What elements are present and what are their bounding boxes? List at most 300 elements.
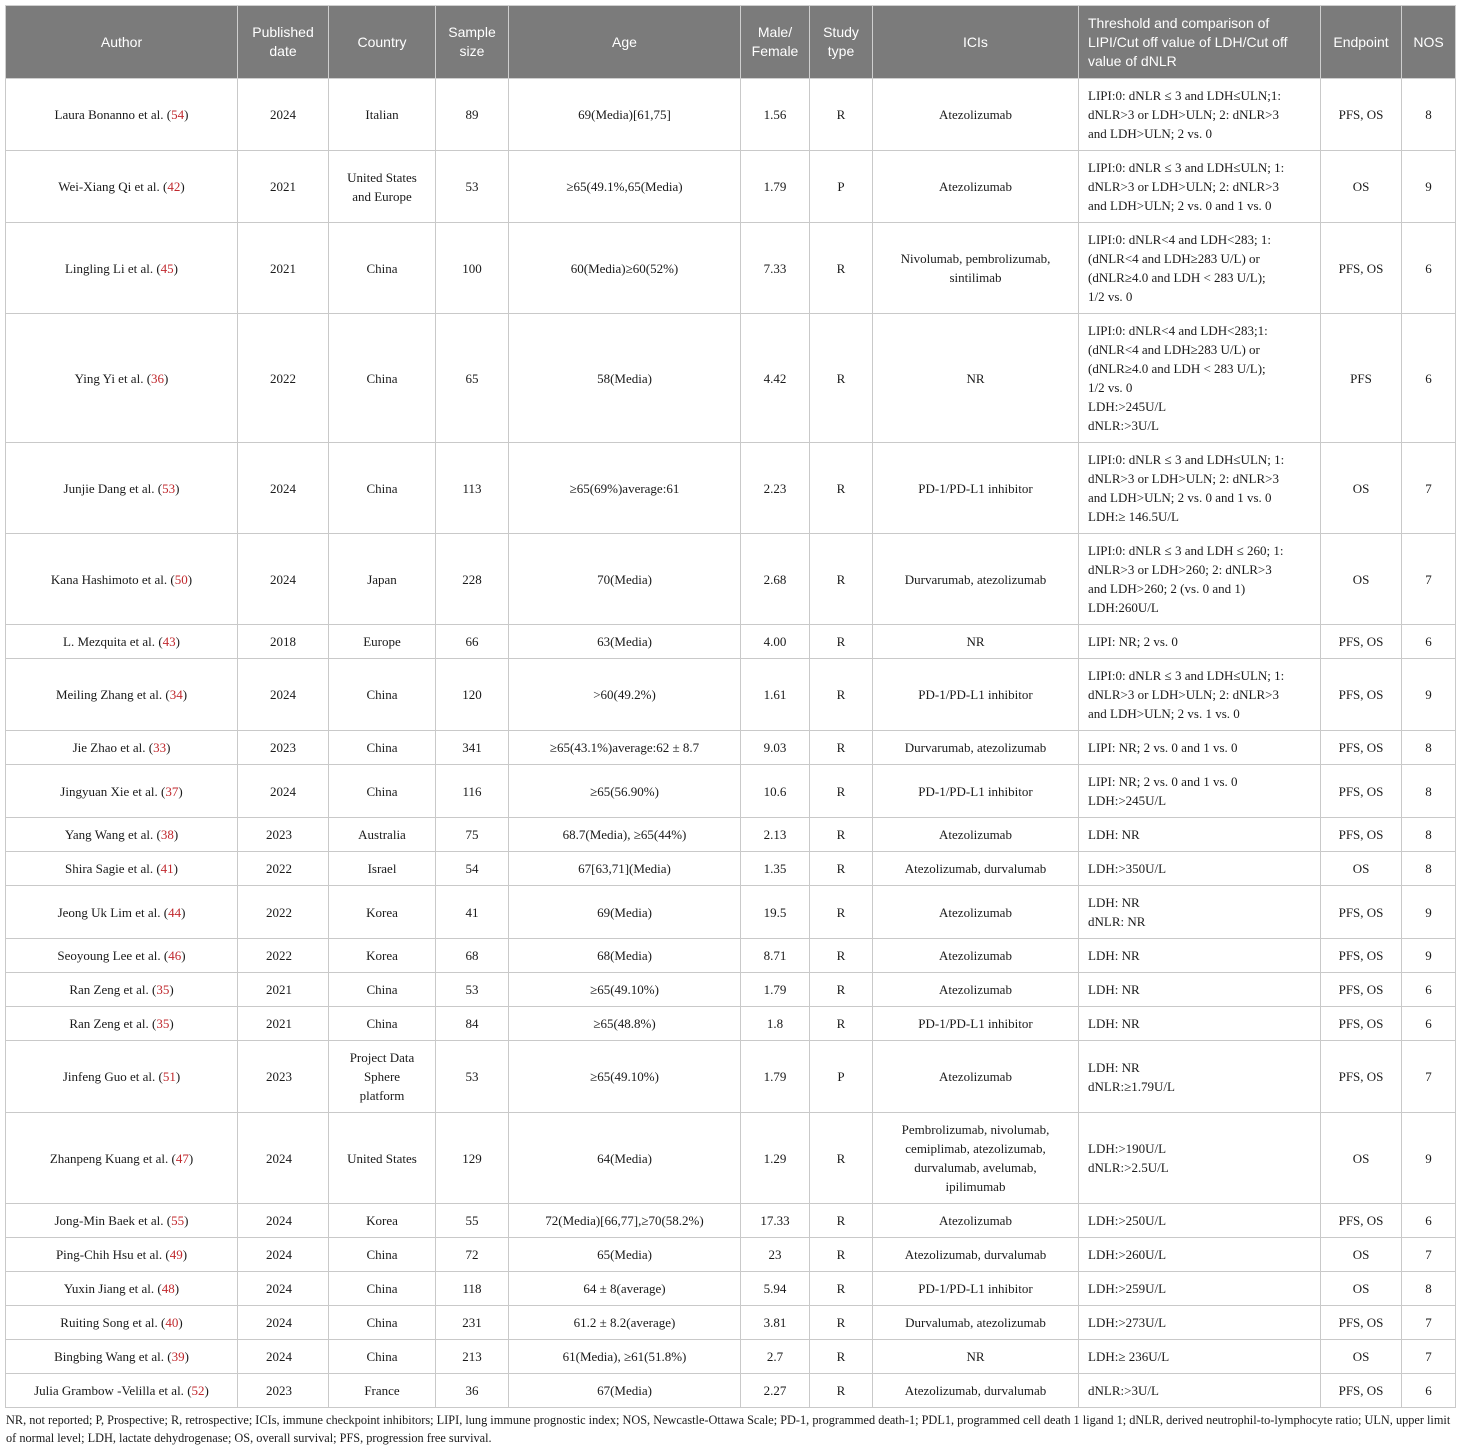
- endpoint-cell: OS: [1321, 1272, 1402, 1306]
- reference-link[interactable]: 42: [167, 179, 181, 194]
- endpoint-cell: PFS, OS: [1321, 1374, 1402, 1408]
- endpoint-cell: PFS, OS: [1321, 1041, 1402, 1113]
- reference-link[interactable]: 50: [174, 571, 188, 587]
- header-study-type: Study type: [810, 6, 873, 79]
- sample-size-cell: 118: [436, 1272, 509, 1306]
- age-cell: 61(Media), ≥61(51.8%): [509, 1340, 741, 1374]
- endpoint-cell: PFS, OS: [1321, 765, 1402, 818]
- published-date-cell: 2021: [238, 151, 329, 223]
- nos-cell: 8: [1402, 852, 1456, 886]
- author-name: Jie Zhao et al.: [72, 740, 146, 755]
- author-cell: Lingling Li et al. (45): [6, 223, 238, 314]
- icis-cell: Durvarumab, atezolizumab: [873, 534, 1079, 625]
- sample-size-cell: 53: [436, 973, 509, 1007]
- male-female-cell: 1.61: [741, 659, 810, 731]
- author-cell: Kana Hashimoto et al. (50): [6, 534, 238, 625]
- endpoint-cell: OS: [1321, 852, 1402, 886]
- published-date-cell: 2024: [238, 1238, 329, 1272]
- reference-link[interactable]: 46: [168, 948, 182, 963]
- male-female-cell: 2.68: [741, 534, 810, 625]
- male-female-cell: 2.7: [741, 1340, 810, 1374]
- header-male-female: Male/ Female: [741, 6, 810, 79]
- published-date-cell: 2024: [238, 659, 329, 731]
- header-published-date: Published date: [238, 6, 329, 79]
- reference-link[interactable]: 55: [171, 1213, 185, 1228]
- author-name: Ruiting Song et al.: [60, 1315, 158, 1330]
- country-cell: United States and Europe: [329, 151, 436, 223]
- study-type-cell: R: [810, 223, 873, 314]
- sample-size-cell: 53: [436, 151, 509, 223]
- author-cell: Bingbing Wang et al. (39): [6, 1340, 238, 1374]
- nos-cell: 9: [1402, 939, 1456, 973]
- icis-cell: Atezolizumab, durvalumab: [873, 1238, 1079, 1272]
- nos-cell: 7: [1402, 1306, 1456, 1340]
- reference-link[interactable]: 47: [175, 1150, 189, 1166]
- country-cell: Japan: [329, 534, 436, 625]
- sample-size-cell: 84: [436, 1007, 509, 1041]
- study-type-cell: R: [810, 731, 873, 765]
- author-name: Seoyoung Lee et al.: [57, 948, 161, 963]
- icis-cell: Atezolizumab, durvalumab: [873, 852, 1079, 886]
- author-name: Jong-Min Baek et al.: [54, 1213, 164, 1228]
- study-type-cell: R: [810, 79, 873, 151]
- country-cell: Korea: [329, 1204, 436, 1238]
- age-cell: 58(Media): [509, 314, 741, 443]
- nos-cell: 8: [1402, 79, 1456, 151]
- author-cell: Ran Zeng et al. (35): [6, 973, 238, 1007]
- author-name: Jeong Uk Lim et al.: [57, 904, 161, 920]
- table-row: [6, 1007, 1456, 1041]
- male-female-cell: 4.00: [741, 625, 810, 659]
- published-date-cell: 2023: [238, 1041, 329, 1113]
- country-cell: Korea: [329, 886, 436, 939]
- sample-size-cell: 100: [436, 223, 509, 314]
- study-type-cell: R: [810, 659, 873, 731]
- published-date-cell: 2024: [238, 1272, 329, 1306]
- study-type-cell: R: [810, 443, 873, 534]
- author-name: Jinfeng Guo et al.: [62, 1069, 156, 1084]
- study-type-cell: R: [810, 1238, 873, 1272]
- male-female-cell: 8.71: [741, 939, 810, 973]
- study-type-cell: R: [810, 939, 873, 973]
- author-name: L. Mezquita et al.: [63, 634, 156, 649]
- author-name: Ran Zeng et al.: [69, 982, 149, 997]
- reference-link[interactable]: 33: [153, 740, 167, 755]
- nos-cell: 7: [1402, 443, 1456, 534]
- reference-link[interactable]: 35: [156, 982, 170, 997]
- header-icis: ICIs: [873, 6, 1079, 79]
- published-date-cell: 2024: [238, 1306, 329, 1340]
- endpoint-cell: OS: [1321, 443, 1402, 534]
- threshold-cell: dNLR:>3U/L: [1079, 1374, 1321, 1408]
- threshold-cell: LDH:>273U/L: [1079, 1306, 1321, 1340]
- endpoint-cell: OS: [1321, 1113, 1402, 1204]
- age-cell: ≥65(43.1%)average:62 ± 8.7: [509, 731, 741, 765]
- author-name: Meiling Zhang et al.: [55, 687, 163, 702]
- author-name: Junjie Dang et al.: [63, 480, 155, 496]
- published-date-cell: 2024: [238, 765, 329, 818]
- table-row: [6, 765, 1456, 818]
- age-cell: ≥65(49.10%): [509, 1041, 741, 1113]
- sample-size-cell: 66: [436, 625, 509, 659]
- reference-link[interactable]: 39: [171, 1349, 185, 1364]
- table-row: [6, 79, 1456, 151]
- table-row: [6, 1204, 1456, 1238]
- author-name: Zhanpeng Kuang et al.: [49, 1150, 169, 1166]
- age-cell: 67[63,71](Media): [509, 852, 741, 886]
- icis-cell: Pembrolizumab, nivolumab, cemiplimab, atezolizumab, durvalumab, avelumab, ipilimumab: [873, 1113, 1079, 1204]
- age-cell: 70(Media): [509, 534, 741, 625]
- male-female-cell: 7.33: [741, 223, 810, 314]
- study-type-cell: R: [810, 852, 873, 886]
- country-cell: United States: [329, 1113, 436, 1204]
- reference-link[interactable]: 49: [169, 1247, 183, 1262]
- male-female-cell: 1.79: [741, 151, 810, 223]
- male-female-cell: 3.81: [741, 1306, 810, 1340]
- endpoint-cell: PFS, OS: [1321, 79, 1402, 151]
- table-row: [6, 1238, 1456, 1272]
- author-name: Ran Zeng et al.: [69, 1016, 149, 1031]
- published-date-cell: 2024: [238, 1113, 329, 1204]
- author-cell: Jingyuan Xie et al. (37): [6, 765, 238, 818]
- icis-cell: PD-1/PD-L1 inhibitor: [873, 765, 1079, 818]
- age-cell: 69(Media): [509, 886, 741, 939]
- author-name: Ping-Chih Hsu et al.: [55, 1247, 163, 1262]
- endpoint-cell: PFS: [1321, 314, 1402, 443]
- published-date-cell: 2022: [238, 314, 329, 443]
- country-cell: Italian: [329, 79, 436, 151]
- endpoint-cell: PFS, OS: [1321, 223, 1402, 314]
- icis-cell: Atezolizumab: [873, 151, 1079, 223]
- country-cell: China: [329, 314, 436, 443]
- author-cell: Ping-Chih Hsu et al. (49): [6, 1238, 238, 1272]
- icis-cell: Nivolumab, pembrolizumab, sintilimab: [873, 223, 1079, 314]
- author-cell: Seoyoung Lee et al. (46): [6, 939, 238, 973]
- country-cell: China: [329, 1340, 436, 1374]
- nos-cell: 7: [1402, 1238, 1456, 1272]
- table-row: [6, 731, 1456, 765]
- study-type-cell: R: [810, 1374, 873, 1408]
- country-cell: China: [329, 443, 436, 534]
- table-row: [6, 314, 1456, 443]
- sample-size-cell: 213: [436, 1340, 509, 1374]
- author-cell: Jong-Min Baek et al. (55): [6, 1204, 238, 1238]
- country-cell: Europe: [329, 625, 436, 659]
- endpoint-cell: PFS, OS: [1321, 659, 1402, 731]
- age-cell: >60(49.2%): [509, 659, 741, 731]
- reference-link[interactable]: 48: [161, 1281, 175, 1296]
- age-cell: 63(Media): [509, 625, 741, 659]
- male-female-cell: 23: [741, 1238, 810, 1272]
- threshold-cell: LDH:>259U/L: [1079, 1272, 1321, 1306]
- sample-size-cell: 129: [436, 1113, 509, 1204]
- country-cell: China: [329, 1306, 436, 1340]
- threshold-cell: LIPI:0: dNLR ≤ 3 and LDH≤ULN;1: dNLR>3 or LDH>ULN; 2: dNLR>3 and LDH>ULN; 2 vs. 0: [1079, 79, 1321, 151]
- endpoint-cell: OS: [1321, 1340, 1402, 1374]
- age-cell: 69(Media)[61,75]: [509, 79, 741, 151]
- reference-link[interactable]: 43: [162, 634, 176, 649]
- endpoint-cell: OS: [1321, 1238, 1402, 1272]
- icis-cell: NR: [873, 314, 1079, 443]
- author-cell: Yuxin Jiang et al. (48): [6, 1272, 238, 1306]
- nos-cell: 9: [1402, 886, 1456, 939]
- age-cell: ≥65(69%)average:61: [509, 443, 741, 534]
- reference-link[interactable]: 34: [169, 687, 183, 702]
- age-cell: 67(Media): [509, 1374, 741, 1408]
- nos-cell: 6: [1402, 223, 1456, 314]
- male-female-cell: 5.94: [741, 1272, 810, 1306]
- country-cell: China: [329, 731, 436, 765]
- author-name: Shira Sagie et al.: [64, 861, 154, 876]
- age-cell: ≥65(49.10%): [509, 973, 741, 1007]
- header-threshold: Threshold and comparison of LIPI/Cut off value of LDH/Cut off value of dNLR: [1079, 6, 1321, 79]
- nos-cell: 6: [1402, 973, 1456, 1007]
- country-cell: Australia: [329, 818, 436, 852]
- header-sample-size: Sample size: [436, 6, 509, 79]
- author-name: Ying Yi et al.: [74, 370, 144, 386]
- author-cell: Ruiting Song et al. (40): [6, 1306, 238, 1340]
- country-cell: China: [329, 1272, 436, 1306]
- endpoint-cell: PFS, OS: [1321, 886, 1402, 939]
- published-date-cell: 2021: [238, 1007, 329, 1041]
- sample-size-cell: 341: [436, 731, 509, 765]
- table-row: [6, 852, 1456, 886]
- sample-size-cell: 120: [436, 659, 509, 731]
- icis-cell: Atezolizumab, durvalumab: [873, 1374, 1079, 1408]
- reference-link[interactable]: 36: [151, 370, 165, 386]
- published-date-cell: 2018: [238, 625, 329, 659]
- nos-cell: 9: [1402, 1113, 1456, 1204]
- endpoint-cell: PFS, OS: [1321, 818, 1402, 852]
- age-cell: 72(Media)[66,77],≥70(58.2%): [509, 1204, 741, 1238]
- reference-link[interactable]: 54: [171, 107, 185, 122]
- nos-cell: 8: [1402, 1272, 1456, 1306]
- icis-cell: NR: [873, 1340, 1079, 1374]
- author-cell: Julia Grambow -Velilla et al. (52): [6, 1374, 238, 1408]
- country-cell: China: [329, 1238, 436, 1272]
- reference-link[interactable]: 41: [160, 861, 174, 876]
- threshold-cell: LDH:≥ 236U/L: [1079, 1340, 1321, 1374]
- nos-cell: 7: [1402, 1041, 1456, 1113]
- sample-size-cell: 54: [436, 852, 509, 886]
- published-date-cell: 2024: [238, 443, 329, 534]
- table-row: [6, 1340, 1456, 1374]
- threshold-cell: LDH:>250U/L: [1079, 1204, 1321, 1238]
- threshold-cell: LDH:>260U/L: [1079, 1238, 1321, 1272]
- author-cell: Wei-Xiang Qi et al. (42): [6, 151, 238, 223]
- threshold-cell: LDH: NR: [1079, 973, 1321, 1007]
- age-cell: 61.2 ± 8.2(average): [509, 1306, 741, 1340]
- author-name: Kana Hashimoto et al.: [50, 571, 168, 587]
- author-name: Wei-Xiang Qi et al.: [58, 179, 160, 194]
- age-cell: 68(Media): [509, 939, 741, 973]
- published-date-cell: 2024: [238, 1204, 329, 1238]
- country-cell: China: [329, 659, 436, 731]
- country-cell: Israel: [329, 852, 436, 886]
- table-row: [6, 151, 1456, 223]
- nos-cell: 8: [1402, 765, 1456, 818]
- published-date-cell: 2024: [238, 534, 329, 625]
- icis-cell: Durvalumab, atezolizumab: [873, 1306, 1079, 1340]
- study-type-cell: R: [810, 1272, 873, 1306]
- endpoint-cell: PFS, OS: [1321, 1007, 1402, 1041]
- reference-link[interactable]: 35: [156, 1016, 170, 1031]
- nos-cell: 9: [1402, 151, 1456, 223]
- male-female-cell: 1.56: [741, 79, 810, 151]
- icis-cell: PD-1/PD-L1 inhibitor: [873, 659, 1079, 731]
- published-date-cell: 2022: [238, 939, 329, 973]
- sample-size-cell: 75: [436, 818, 509, 852]
- study-type-cell: R: [810, 1204, 873, 1238]
- table-row: [6, 659, 1456, 731]
- threshold-cell: LIPI: NR; 2 vs. 0: [1079, 625, 1321, 659]
- threshold-cell: LIPI: NR; 2 vs. 0 and 1 vs. 0: [1079, 731, 1321, 765]
- country-cell: China: [329, 223, 436, 314]
- study-type-cell: R: [810, 1306, 873, 1340]
- published-date-cell: 2023: [238, 1374, 329, 1408]
- age-cell: ≥65(56.90%): [509, 765, 741, 818]
- male-female-cell: 1.35: [741, 852, 810, 886]
- icis-cell: Atezolizumab: [873, 818, 1079, 852]
- study-type-cell: R: [810, 973, 873, 1007]
- endpoint-cell: PFS, OS: [1321, 1306, 1402, 1340]
- threshold-cell: LDH: NR dNLR:≥1.79U/L: [1079, 1041, 1321, 1113]
- icis-cell: Atezolizumab: [873, 1041, 1079, 1113]
- country-cell: Korea: [329, 939, 436, 973]
- male-female-cell: 2.23: [741, 443, 810, 534]
- male-female-cell: 2.27: [741, 1374, 810, 1408]
- icis-cell: Atezolizumab: [873, 939, 1079, 973]
- reference-link[interactable]: 51: [162, 1069, 176, 1084]
- study-type-cell: P: [810, 151, 873, 223]
- study-type-cell: R: [810, 765, 873, 818]
- table-footnote: NR, not reported; P, Prospective; R, retrospective; ICIs, immune checkpoint inhibitors; LIPI, lung immune prognostic index; NOS, Newcastle-Ottawa Scale; PD-1, programmed death-1; PDL1, programmed cell death 1 ligand 1; dNLR, derived neutrophil-to-lymphocyte ratio; ULN, upper limit of normal level; LDH, lactate dehydrogenase; OS, overall survival; PFS, progression free survival.: [6, 1413, 1451, 1445]
- table-row: [6, 886, 1456, 939]
- reference-link[interactable]: 38: [160, 827, 174, 842]
- table-row: [6, 973, 1456, 1007]
- country-cell: France: [329, 1374, 436, 1408]
- author-name: Yuxin Jiang et al.: [63, 1281, 155, 1296]
- endpoint-cell: OS: [1321, 534, 1402, 625]
- study-characteristics-table: [5, 5, 1456, 1408]
- nos-cell: 6: [1402, 1374, 1456, 1408]
- table-row: [6, 1113, 1456, 1204]
- table-row: [6, 1306, 1456, 1340]
- published-date-cell: 2022: [238, 886, 329, 939]
- male-female-cell: 19.5: [741, 886, 810, 939]
- reference-link[interactable]: 37: [165, 783, 179, 799]
- icis-cell: PD-1/PD-L1 inhibitor: [873, 1007, 1079, 1041]
- reference-link[interactable]: 52: [191, 1383, 205, 1398]
- published-date-cell: 2024: [238, 1340, 329, 1374]
- reference-link[interactable]: 45: [160, 260, 174, 276]
- table-row: [6, 625, 1456, 659]
- country-cell: China: [329, 765, 436, 818]
- author-cell: Laura Bonanno et al. (54): [6, 79, 238, 151]
- author-cell: Ran Zeng et al. (35): [6, 1007, 238, 1041]
- nos-cell: 6: [1402, 314, 1456, 443]
- sample-size-cell: 231: [436, 1306, 509, 1340]
- icis-cell: PD-1/PD-L1 inhibitor: [873, 443, 1079, 534]
- threshold-cell: LIPI:0: dNLR ≤ 3 and LDH≤ULN; 1: dNLR>3 or LDH>ULN; 2: dNLR>3 and LDH>ULN; 2 vs. 0 and 1 vs. 0 LDH:≥ 146.5U/L: [1079, 443, 1321, 534]
- sample-size-cell: 68: [436, 939, 509, 973]
- author-cell: Jie Zhao et al. (33): [6, 731, 238, 765]
- header-endpoint: Endpoint: [1321, 6, 1402, 79]
- author-cell: L. Mezquita et al. (43): [6, 625, 238, 659]
- published-date-cell: 2024: [238, 79, 329, 151]
- male-female-cell: 1.8: [741, 1007, 810, 1041]
- study-type-cell: R: [810, 1113, 873, 1204]
- author-cell: Yang Wang et al. (38): [6, 818, 238, 852]
- nos-cell: 8: [1402, 731, 1456, 765]
- male-female-cell: 9.03: [741, 731, 810, 765]
- endpoint-cell: PFS, OS: [1321, 731, 1402, 765]
- country-cell: China: [329, 973, 436, 1007]
- male-female-cell: 10.6: [741, 765, 810, 818]
- icis-cell: Atezolizumab: [873, 79, 1079, 151]
- study-type-cell: R: [810, 625, 873, 659]
- table-header: [6, 6, 1456, 79]
- author-cell: Jinfeng Guo et al. (51): [6, 1041, 238, 1113]
- reference-link[interactable]: 53: [162, 480, 176, 496]
- endpoint-cell: PFS, OS: [1321, 625, 1402, 659]
- author-cell: Ying Yi et al. (36): [6, 314, 238, 443]
- threshold-cell: LDH:>350U/L: [1079, 852, 1321, 886]
- reference-link[interactable]: 40: [165, 1315, 179, 1330]
- table-figure: [5, 5, 1455, 1447]
- sample-size-cell: 36: [436, 1374, 509, 1408]
- icis-cell: Atezolizumab: [873, 1204, 1079, 1238]
- nos-cell: 6: [1402, 1007, 1456, 1041]
- table-row: [6, 223, 1456, 314]
- age-cell: 68.7(Media), ≥65(44%): [509, 818, 741, 852]
- published-date-cell: 2022: [238, 852, 329, 886]
- author-cell: Jeong Uk Lim et al. (44): [6, 886, 238, 939]
- author-name: Laura Bonanno et al.: [54, 107, 164, 122]
- header-author: Author: [6, 6, 238, 79]
- endpoint-cell: OS: [1321, 151, 1402, 223]
- author-cell: Meiling Zhang et al. (34): [6, 659, 238, 731]
- nos-cell: 6: [1402, 625, 1456, 659]
- threshold-cell: LIPI:0: dNLR<4 and LDH<283;1: (dNLR<4 and LDH≥283 U/L) or (dNLR≥4.0 and LDH < 283 U/L); 1/2 vs. 0 LDH:>245U/L dNLR:>3U/L: [1079, 314, 1321, 443]
- study-type-cell: R: [810, 1007, 873, 1041]
- sample-size-cell: 55: [436, 1204, 509, 1238]
- study-type-cell: R: [810, 818, 873, 852]
- sample-size-cell: 72: [436, 1238, 509, 1272]
- threshold-cell: LDH: NR: [1079, 1007, 1321, 1041]
- endpoint-cell: PFS, OS: [1321, 973, 1402, 1007]
- study-type-cell: R: [810, 886, 873, 939]
- author-name: Jingyuan Xie et al.: [60, 783, 158, 799]
- sample-size-cell: 116: [436, 765, 509, 818]
- icis-cell: NR: [873, 625, 1079, 659]
- author-name: Bingbing Wang et al.: [54, 1349, 164, 1364]
- nos-cell: 9: [1402, 659, 1456, 731]
- age-cell: 65(Media): [509, 1238, 741, 1272]
- header-country: Country: [329, 6, 436, 79]
- country-cell: China: [329, 1007, 436, 1041]
- table-row: [6, 443, 1456, 534]
- reference-link[interactable]: 44: [168, 904, 182, 920]
- sample-size-cell: 113: [436, 443, 509, 534]
- published-date-cell: 2021: [238, 973, 329, 1007]
- male-female-cell: 1.29: [741, 1113, 810, 1204]
- study-type-cell: R: [810, 1340, 873, 1374]
- nos-cell: 7: [1402, 1340, 1456, 1374]
- sample-size-cell: 41: [436, 886, 509, 939]
- threshold-cell: LIPI:0: dNLR<4 and LDH<283; 1: (dNLR<4 and LDH≥283 U/L) or (dNLR≥4.0 and LDH < 283 U/L); 1/2 vs. 0: [1079, 223, 1321, 314]
- threshold-cell: LIPI:0: dNLR ≤ 3 and LDH≤ULN; 1: dNLR>3 or LDH>ULN; 2: dNLR>3 and LDH>ULN; 2 vs. 1 vs. 0: [1079, 659, 1321, 731]
